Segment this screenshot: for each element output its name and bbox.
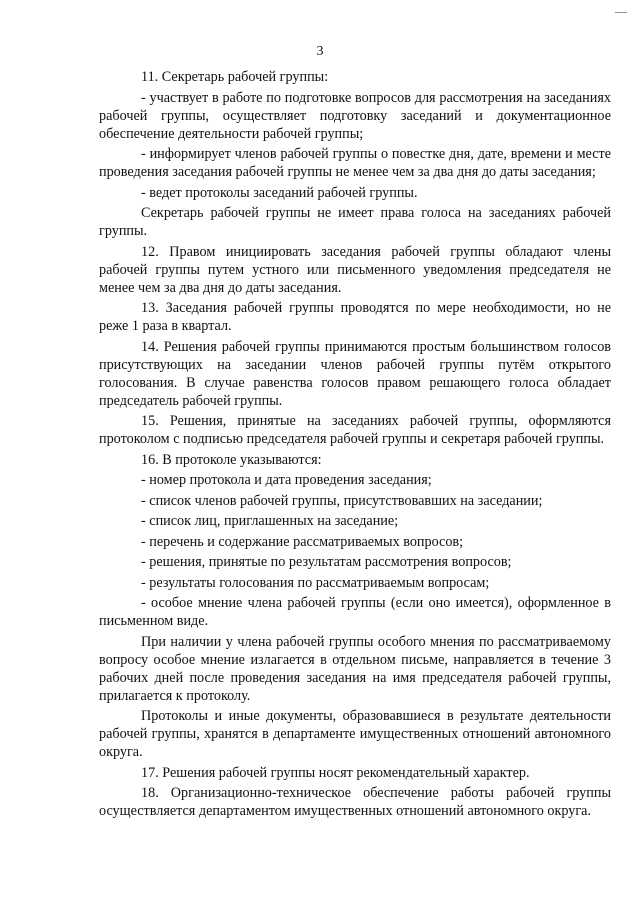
paragraph-item: - ведет протоколы заседаний рабочей группы. xyxy=(141,184,418,201)
paragraph-15: 15. Решения, принятые на заседаниях рабочей группы, оформляются протоколом с подписью председателя рабочей группы и секретаря рабочей группы. xyxy=(99,413,611,447)
paragraph-item: - участвует в работе по подготовке вопросов для рассмотрения на заседаниях рабочей группы, осуществляет подготовку заседаний и документационное обеспечение деятельности рабочей группы; xyxy=(99,89,611,142)
paragraph-11-title: 11. Секретарь рабочей группы: xyxy=(141,69,329,85)
paragraph-13: 13. Заседания рабочей группы проводятся по мере необходимости, но не реже 1 раза в квартал. xyxy=(99,300,611,334)
paragraph-14: 14. Решения рабочей группы принимаются простым большинством голосов присутствующих на заседании членов рабочей группы путём открытого голосования. В случае равенства голосов правом решающего голоса обладает председатель рабочей группы. xyxy=(99,338,611,409)
paragraph-item: - результаты голосования по рассматриваемым вопросам; xyxy=(141,574,490,591)
paragraph-item: - решения, принятые по результатам рассмотрения вопросов; xyxy=(141,554,512,570)
paragraph-12: 12. Правом инициировать заседания рабочей группы обладают члены рабочей группы путем устного или письменного уведомления председателя не менее чем за два дня до даты заседания. xyxy=(99,243,611,296)
paragraph-item: - номер протокола и дата проведения заседания; xyxy=(141,472,432,488)
paragraph-17: 17. Решения рабочей группы носят рекомендательный характер. xyxy=(141,764,530,781)
paragraph: При наличии у члена рабочей группы особого мнения по рассматриваемому вопросу особое мнение излагается в отдельном письме, направляется в течение 3 рабочих дней после проведения заседания на имя председателя рабочей группы, прилагается к протоколу. xyxy=(99,633,611,704)
paragraph: Секретарь рабочей группы не имеет права голоса на заседаниях рабочей группы. xyxy=(99,205,611,239)
paragraph-18: 18. Организационно-техническое обеспечение работы рабочей группы осуществляется департаментом имущественных отношений автономного округа. xyxy=(99,785,611,819)
scan-corner-mark: — xyxy=(615,4,626,18)
document-body xyxy=(99,68,611,823)
paragraph-16-title: 16. В протоколе указываются: xyxy=(141,451,322,468)
paragraph-item: - перечень и содержание рассматриваемых вопросов; xyxy=(141,533,464,550)
paragraph-item: - особое мнение члена рабочей группы (если оно имеется), оформленное в письменном виде. xyxy=(99,595,611,629)
paragraph-item: - список членов рабочей группы, присутствовавших на заседании; xyxy=(141,492,543,509)
paragraph-item: - список лиц, приглашенных на заседание; xyxy=(141,513,399,529)
page-number: 3 xyxy=(316,44,324,59)
paragraph-item: - информирует членов рабочей группы о повестке дня, дате, времени и месте проведения заседания рабочей группы не менее чем за два дня до даты заседания; xyxy=(99,146,611,180)
paragraph: Протоколы и иные документы, образовавшиеся в результате деятельности рабочей группы, хранятся в департаменте имущественных отношений автономного округа. xyxy=(99,708,611,760)
